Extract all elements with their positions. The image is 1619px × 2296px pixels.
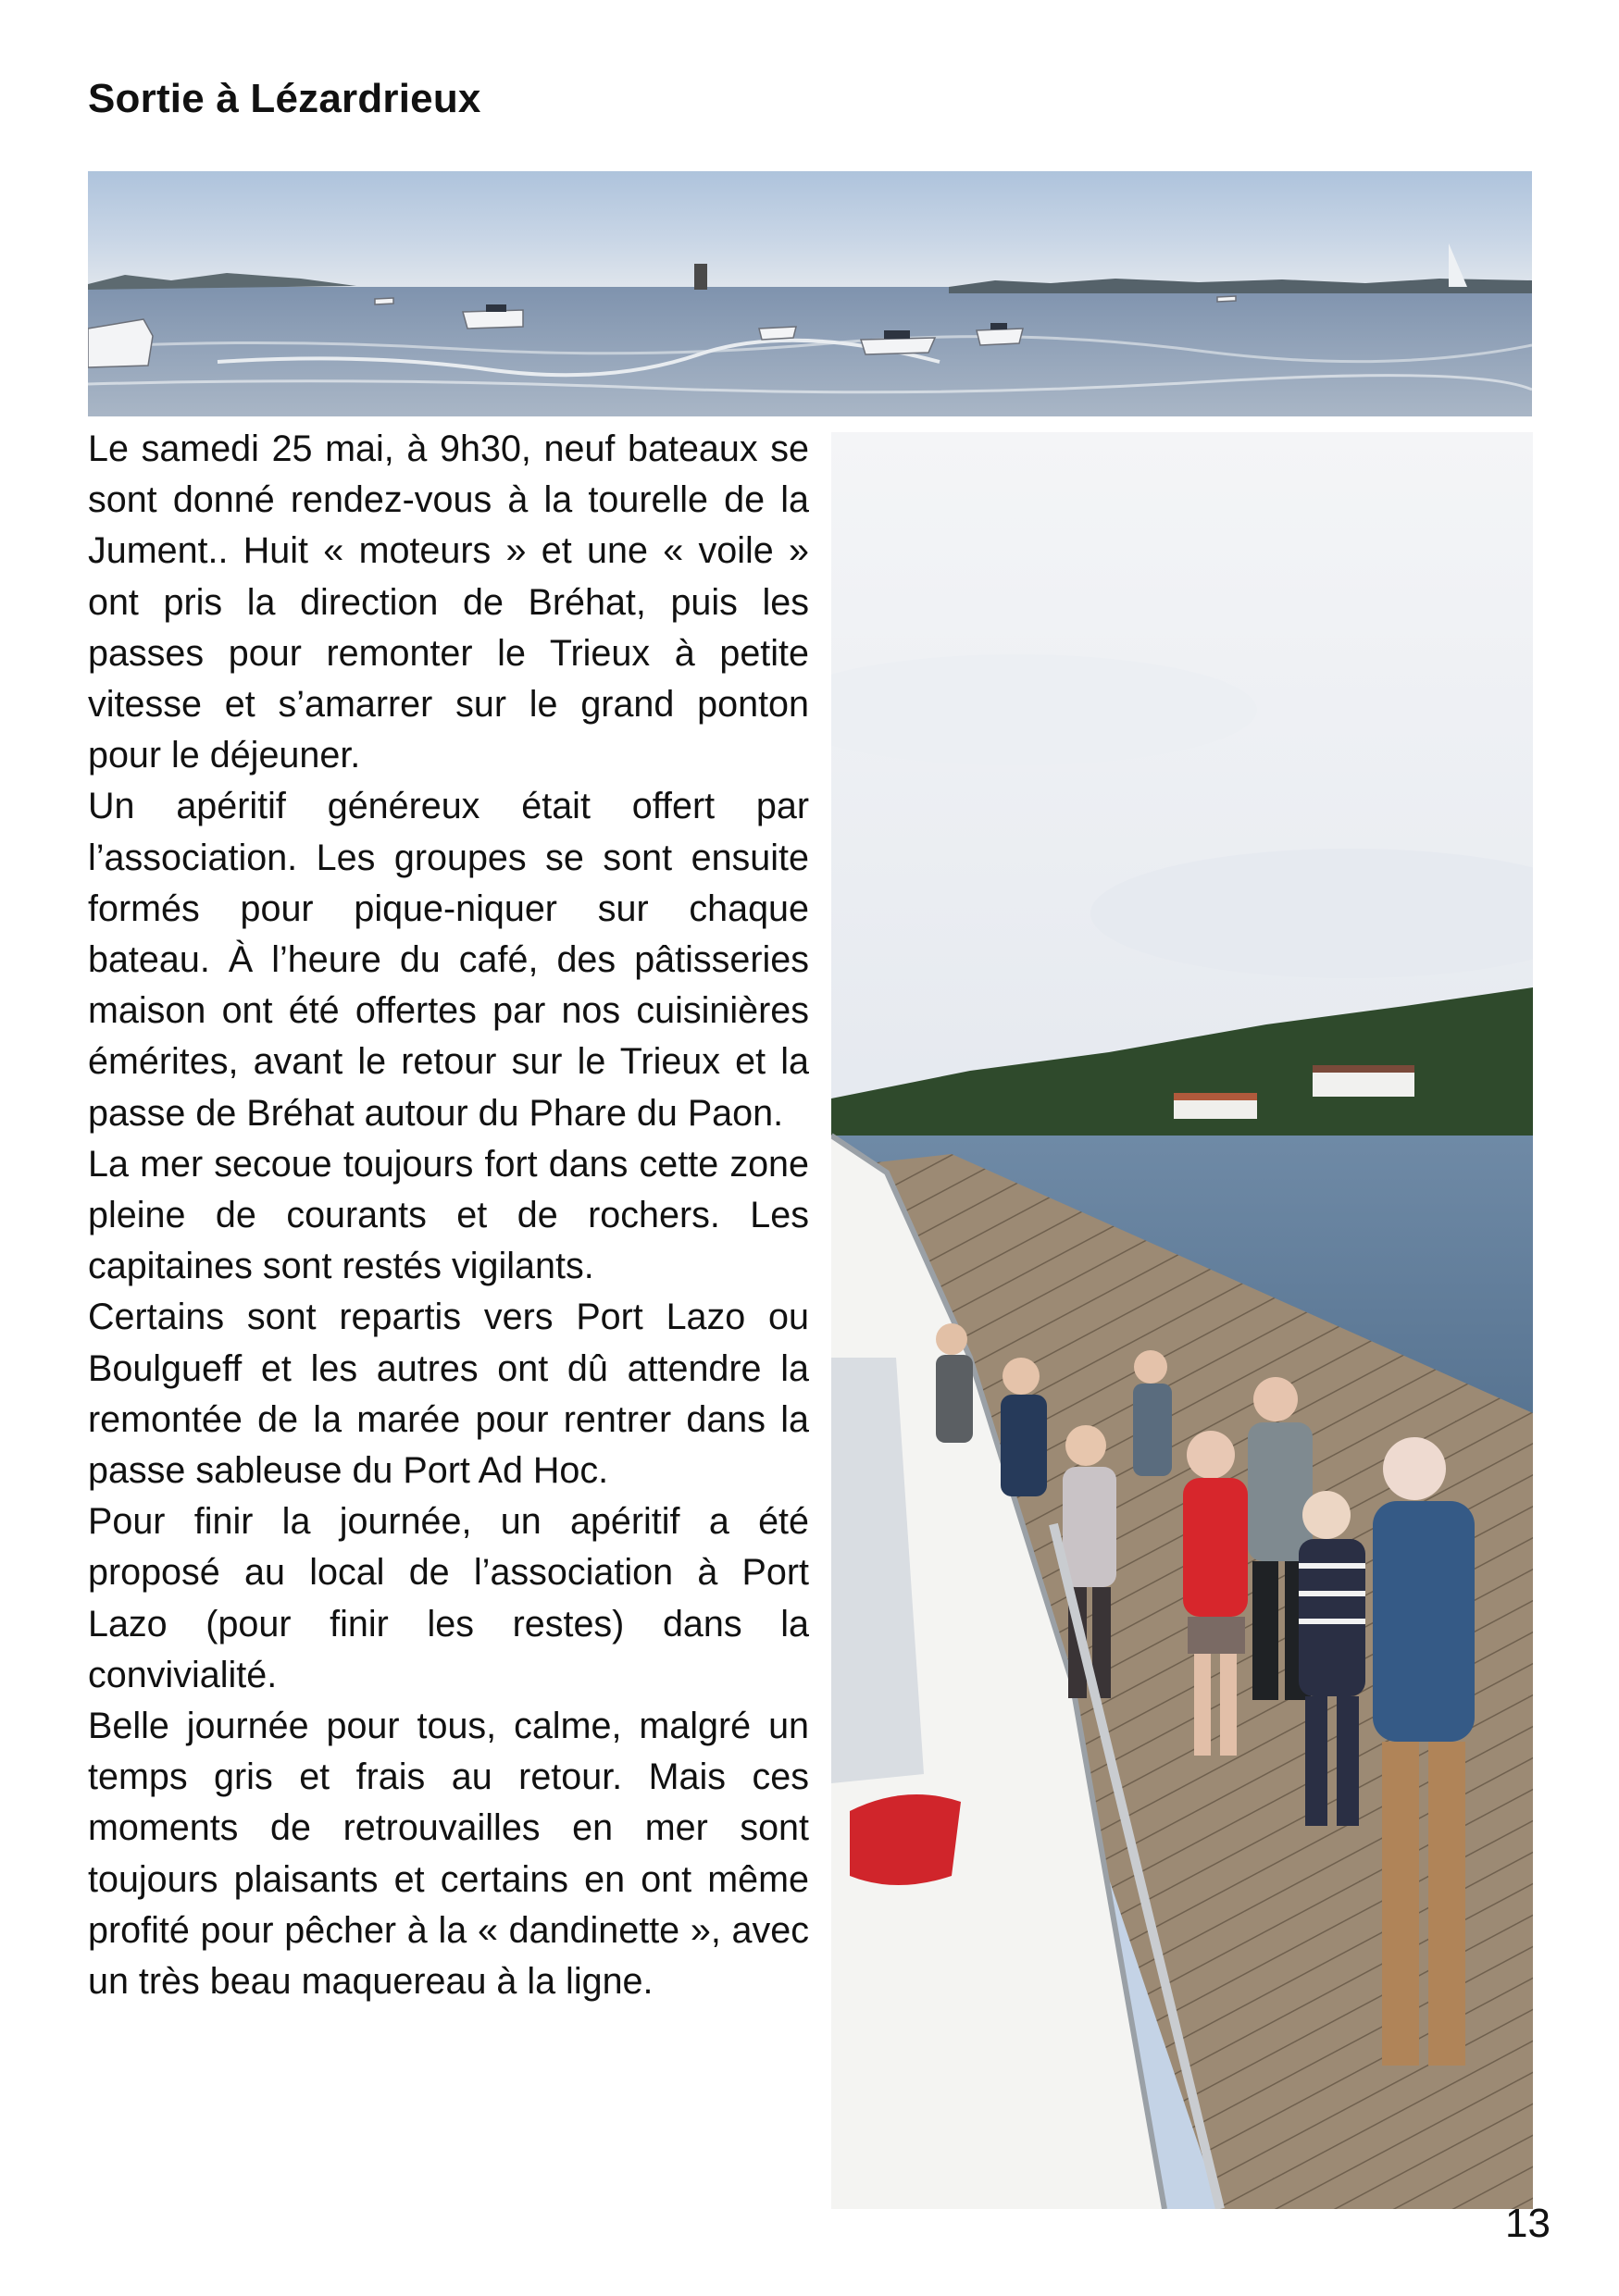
paragraph-sea: La mer secoue toujours fort dans cette zone pleine de courants et de rochers. Les capitaines sont restés vigilants.: [88, 1143, 809, 1287]
page-title: Sortie à Lézardrieux: [88, 76, 481, 121]
page-number: 13: [1505, 2201, 1551, 2246]
paragraph-arrival: Le samedi 25 mai, à 9h30, neuf bateaux se sont donné rendez-vous à la tourelle de la Jument.. Huit « moteurs » et une « voile » ont pris la direction de Bréhat, puis les passes pour remonter le Trieux à petite vitesse et s’amarrer sur le grand ponton pour le déjeuner.: [88, 428, 809, 776]
paragraph-return: Certains sont repartis vers Port Lazo ou Boulgueff et les autres ont dû attendre la remontée de la marée pour rentrer dans la passe sableuse du Port Ad Hoc.: [88, 1297, 809, 1492]
paragraph-end-of-day: Pour finir la journée, un apéritif a été proposé au local de l’association à Port Lazo (pour finir les restes) dans la convivialité.: [88, 1501, 809, 1695]
boats-at-sea-photo: [88, 171, 1532, 416]
group-on-pontoon-photo: [831, 432, 1533, 2209]
article-body: [88, 424, 809, 2007]
paragraph-conclusion: Belle journée pour tous, calme, malgré un temps gris et frais au retour. Mais ces moments de retrouvailles en mer sont toujours plaisants et certains en ont même profité pour pêcher à la « dandinette », avec un très beau maquereau à la ligne.: [88, 1706, 809, 2003]
paragraph-aperitif: Un apéritif généreux était offert par l’association. Les groupes se sont ensuite formés pour pique-niquer sur chaque bateau. À l’heure du café, des pâtisseries maison ont été offertes par nos cuisinières émérites, avant le retour sur le Trieux et la passe de Bréhat autour du Phare du Paon.: [88, 786, 809, 1134]
